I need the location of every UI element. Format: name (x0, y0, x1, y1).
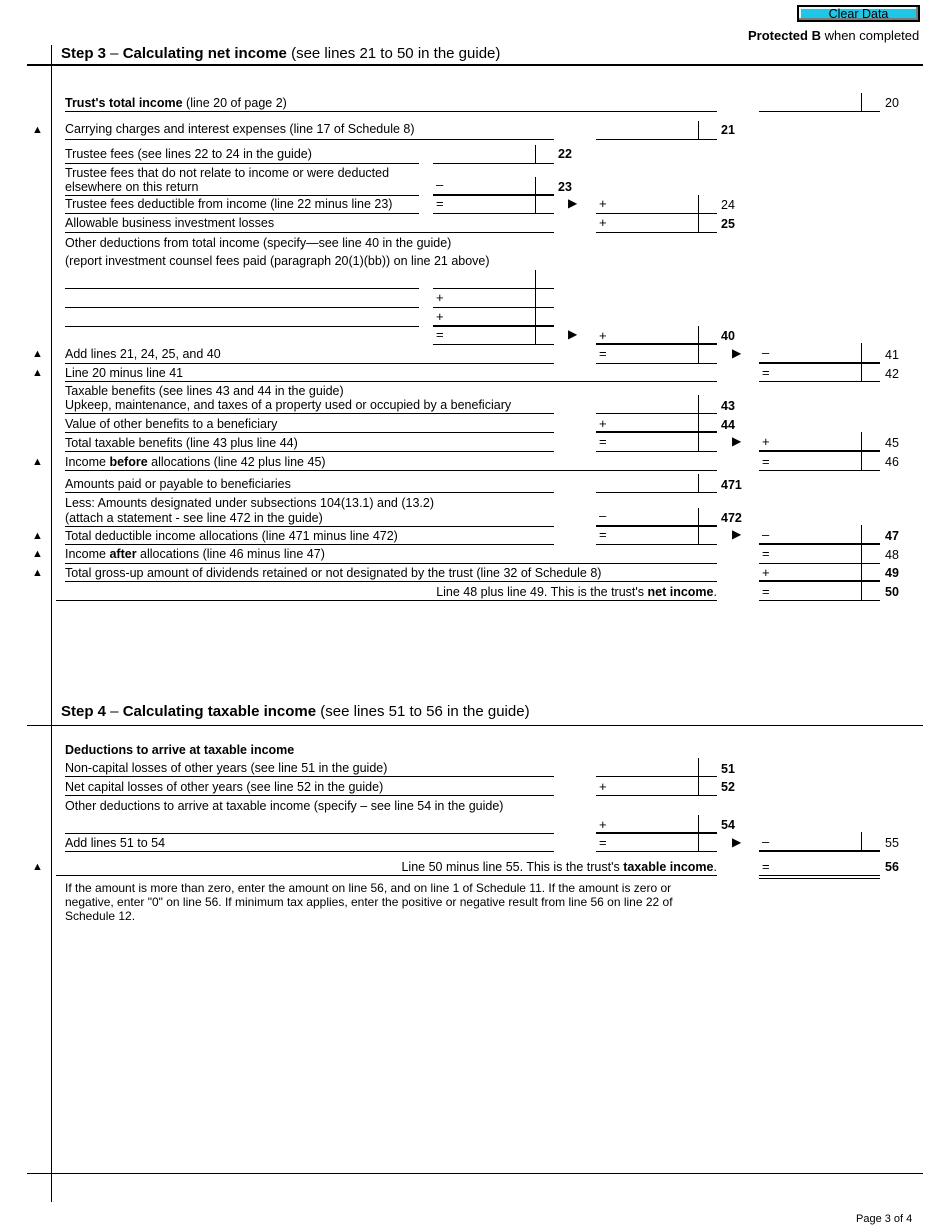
line-46-equals: = (762, 454, 770, 469)
line-45-field-sep (861, 432, 862, 450)
line-55-label: Add lines 51 to 54 (65, 836, 166, 850)
line-46-field[interactable] (773, 455, 860, 469)
step3-top-rule (27, 64, 923, 66)
line-56-marker-icon: ▲ (32, 861, 43, 873)
line-45-label: Total taxable benefits (line 43 plus line 44) (65, 436, 298, 450)
line-24-label: Trustee fees deductible from income (line 22 minus line 23) (65, 197, 393, 211)
line-47-marker-icon: ▲ (32, 530, 43, 542)
line-40-sub-rule (433, 344, 554, 345)
step3-title: Step 3 – Calculating net income (see lines 21 to 50 in the guide) (61, 45, 501, 62)
other-deduction-1-specify[interactable] (65, 273, 415, 287)
line-55-minus: – (762, 834, 770, 849)
line-43-field[interactable] (597, 398, 697, 412)
line-24-sub-rule (433, 213, 554, 214)
line-45-plus: + (762, 434, 770, 449)
line-40-number: 40 (721, 329, 735, 343)
line-44-field-sep (698, 414, 699, 432)
line-54-label: Other deductions to arrive at taxable income (specify – see line 54 in the guide) (65, 799, 504, 813)
line-52-field-rule (596, 795, 717, 796)
line-42-field-sep (861, 364, 862, 381)
line-42-field-rule (759, 381, 880, 382)
line-48-rule (65, 563, 717, 564)
line-55-sub-field[interactable] (610, 836, 697, 850)
line-21-rule (65, 139, 554, 140)
other-deduction-3-specify[interactable] (65, 311, 415, 325)
line-23-label-a: Trustee fees that do not relate to income or were deducted (65, 166, 390, 180)
line-471-label: Amounts paid or payable to beneficiaries (65, 477, 291, 491)
line-21-label: Carrying charges and interest expenses (line 17 of Schedule 8) (65, 122, 415, 136)
line-43-field-sep (698, 395, 699, 413)
line-55-number: 55 (885, 836, 899, 850)
other-deductions-label-a: Other deductions from total income (specify—see line 40 in the guide) (65, 236, 452, 250)
line-41-field-sep (861, 343, 862, 362)
line-55-equals: = (599, 835, 607, 850)
other-deductions-label-b: (report investment counsel fees paid (paragraph 20(1)(bb)) on line 21 above) (65, 254, 490, 268)
line-47-minus: – (762, 527, 770, 542)
line-44-field[interactable] (610, 417, 697, 431)
line-24-equals: = (436, 196, 444, 211)
other-deduction-3-plus: + (436, 309, 444, 324)
line-46-rule (65, 470, 717, 471)
line-472-field[interactable] (610, 510, 697, 524)
line-49-field[interactable] (773, 566, 860, 580)
line-21-field-rule (596, 139, 717, 140)
note-line-1: If the amount is more than zero, enter the amount on line 56, and on line 1 of Schedule 11. If the amount is zero or (65, 881, 672, 895)
line-24-field-sep (698, 195, 699, 213)
line-52-number: 52 (721, 780, 735, 794)
line-47-number: 47 (885, 529, 899, 543)
line-41-field[interactable] (773, 347, 860, 361)
line-24-arrow-icon: ▶ (568, 196, 578, 210)
line-41-marker-icon: ▲ (32, 348, 43, 360)
line-23-rule (65, 195, 419, 196)
line-24-sub-field[interactable] (446, 197, 534, 211)
line-49-field-sep (861, 564, 862, 581)
line-45-equals: = (599, 434, 607, 449)
line-51-rule (65, 776, 554, 777)
line-24-plus: + (599, 196, 607, 211)
footer-rule (27, 1173, 923, 1174)
line-56-field[interactable] (773, 860, 860, 874)
line-24-number: 24 (721, 198, 735, 212)
line-47-sub-rule (596, 544, 717, 545)
line-49-marker-icon: ▲ (32, 567, 43, 579)
line-47-label: Total deductible income allocations (line 471 minus line 472) (65, 529, 398, 543)
line-50-label: Line 48 plus line 49. This is the trust's net income. (436, 585, 717, 599)
line-25-plus: + (599, 215, 607, 230)
line-54-field-sep (698, 815, 699, 833)
line-50-number: 50 (885, 585, 899, 599)
line-471-field-sep (698, 474, 699, 492)
other-deduction-2-plus: + (436, 290, 444, 305)
deductions-heading: Deductions to arrive at taxable income (65, 743, 295, 757)
protected-b-label: Protected B when completed (748, 28, 920, 43)
line-472-field-sep (698, 508, 699, 526)
note-line-3: Schedule 12. (65, 909, 136, 923)
line-40-field[interactable] (610, 329, 697, 343)
line-40-arrow-icon: ▶ (568, 327, 578, 341)
line-47-field[interactable] (773, 529, 860, 543)
line-50-field[interactable] (773, 585, 860, 599)
line-56-number: 56 (885, 860, 899, 874)
line-46-label: Income before allocations (line 42 plus line 45) (65, 455, 326, 469)
line-23-minus: – (436, 177, 444, 192)
line-21-marker-icon: ▲ (32, 124, 43, 136)
line-50-field-rule (759, 600, 880, 601)
line-471-number: 471 (721, 478, 742, 492)
line-48-equals: = (762, 546, 770, 561)
line-471-rule (65, 492, 554, 493)
other-deduction-1-rule (65, 288, 419, 289)
line-47-sub-sep (698, 527, 699, 544)
line-51-number: 51 (721, 762, 735, 776)
line-56-field-rule-a (759, 875, 880, 876)
line-21-field[interactable] (597, 122, 697, 136)
line-20-rule (65, 111, 717, 112)
other-deduction-2-amount[interactable] (446, 292, 534, 306)
line-50-equals: = (762, 584, 770, 599)
line-50-field-sep (861, 582, 862, 600)
line-54-number: 54 (721, 818, 735, 832)
other-deduction-3-rule (65, 326, 419, 327)
line-472-label-a: Less: Amounts designated under subsections 104(13.1) and (13.2) (65, 496, 434, 510)
line-56-field-rule-b (759, 878, 880, 879)
line-24-rule (65, 213, 419, 214)
line-47-sub-field[interactable] (610, 529, 697, 543)
line-47-equals: = (599, 527, 607, 542)
line-41-sub-rule (596, 363, 717, 364)
line-23-field-sep (535, 177, 536, 195)
line-56-rule (56, 875, 717, 876)
line-48-field-sep (861, 545, 862, 563)
line-55-arrow-icon: ▶ (732, 835, 742, 849)
line-24-sub-sep (535, 195, 536, 213)
line-47-rule (65, 544, 554, 545)
line-44-label: Value of other benefits to a beneficiary (65, 417, 278, 431)
line-23-number: 23 (558, 180, 572, 194)
line-472-label-b: (attach a statement - see line 472 in the guide) (65, 511, 323, 525)
line-40-field-sep (698, 326, 699, 344)
line-472-minus: – (599, 508, 607, 523)
line-45-sub-sep (698, 433, 699, 451)
line-52-field-sep (698, 777, 699, 795)
line-52-label: Net capital losses of other years (see line 52 in the guide) (65, 780, 384, 794)
line-42-field[interactable] (773, 366, 860, 380)
line-47-field-sep (861, 525, 862, 543)
line-41-number: 41 (885, 348, 899, 362)
line-24-field[interactable] (610, 197, 697, 211)
other-deduction-3-amount-rule (433, 325, 554, 327)
other-deduction-1-amount[interactable] (434, 273, 534, 287)
line-42-number: 42 (885, 367, 899, 381)
line-21-field-sep (698, 121, 699, 139)
line-49-label: Total gross-up amount of dividends retained or not designated by the trust (line 32 of Schedule 8) (65, 566, 602, 580)
line-40-equals: = (436, 327, 444, 342)
line-25-number: 25 (721, 217, 735, 231)
line-472-rule (65, 526, 554, 527)
line-48-marker-icon: ▲ (32, 548, 43, 560)
line-43-label-b: Upkeep, maintenance, and taxes of a property used or occupied by a beneficiary (65, 398, 512, 412)
line-43-label-a: Taxable benefits (see lines 43 and 44 in the guide) (65, 384, 344, 398)
other-deduction-3-amount[interactable] (446, 311, 534, 325)
line-55-sub-sep (698, 834, 699, 851)
line-22-field-rule (433, 163, 554, 164)
line-22-field-sep (535, 145, 536, 163)
line-41-rule (65, 363, 554, 364)
line-54-field[interactable] (610, 818, 697, 832)
line-40-plus: + (599, 328, 607, 343)
line-55-field-rule (759, 850, 880, 852)
line-45-sub-rule (596, 451, 717, 452)
line-51-field[interactable] (597, 761, 697, 775)
line-44-rule (65, 432, 554, 433)
line-41-arrow-icon: ▶ (732, 346, 742, 360)
line-56-equals: = (762, 859, 770, 874)
line-44-plus: + (599, 416, 607, 431)
line-42-equals: = (762, 365, 770, 380)
line-43-number: 43 (721, 399, 735, 413)
other-deduction-2-rule (65, 307, 419, 308)
line-23-label-b: elsewhere on this return (65, 180, 199, 194)
step4-title: Step 4 – Calculating taxable income (see lines 51 to 56 in the guide) (61, 703, 530, 720)
other-deduction-2-specify[interactable] (65, 292, 415, 306)
step4-top-rule (27, 725, 923, 726)
line-42-rule (65, 381, 717, 382)
line-41-minus: – (762, 345, 770, 360)
line-25-field-sep (698, 214, 699, 232)
line-45-number: 45 (885, 436, 899, 450)
line-22-field[interactable] (434, 147, 534, 161)
line-45-field[interactable] (773, 436, 860, 450)
line-41-label: Add lines 21, 24, 25, and 40 (65, 347, 221, 361)
left-margin-rule (51, 45, 52, 1202)
line-25-field[interactable] (610, 216, 697, 230)
line-49-plus: + (762, 565, 770, 580)
line-51-field-sep (698, 758, 699, 776)
line-20-field-sep (861, 93, 862, 111)
line-20-label: Trust's total income (line 20 of page 2) (65, 96, 287, 110)
line-49-number: 49 (885, 566, 899, 580)
line-25-field-rule (596, 232, 717, 233)
line-22-rule (65, 163, 419, 164)
line-42-marker-icon: ▲ (32, 367, 43, 379)
line-46-marker-icon: ▲ (32, 456, 43, 468)
line-54-rule (65, 833, 554, 834)
line-49-rule (65, 581, 717, 582)
line-25-label: Allowable business investment losses (65, 216, 275, 230)
line-45-arrow-icon: ▶ (732, 434, 742, 448)
line-51-label: Non-capital losses of other years (see line 51 in the guide) (65, 761, 388, 775)
line-43-rule (65, 413, 554, 414)
line-471-field-rule (596, 492, 717, 493)
line-41-sub-field[interactable] (610, 347, 697, 361)
line-44-number: 44 (721, 418, 735, 432)
line-41-sub-sep (698, 345, 699, 363)
line-46-field-sep (861, 452, 862, 470)
line-20-field-rule (759, 111, 880, 112)
line-55-field[interactable] (773, 836, 860, 850)
line-54-specify[interactable] (65, 818, 550, 832)
line-55-field-sep (861, 832, 862, 850)
line-52-plus: + (599, 779, 607, 794)
line-22-label: Trustee fees (see lines 22 to 24 in the guide) (65, 147, 312, 161)
line-46-field-rule (759, 470, 880, 471)
line-48-field[interactable] (773, 547, 860, 561)
other-deduction-2-amount-rule (433, 307, 554, 308)
line-41-equals: = (599, 346, 607, 361)
line-471-field[interactable] (597, 477, 697, 491)
line-52-rule (65, 795, 554, 796)
line-40-sub-field[interactable] (446, 329, 534, 343)
line-54-plus: + (599, 817, 607, 832)
line-45-sub-field[interactable] (610, 436, 697, 450)
line-48-label: Income after allocations (line 46 minus line 47) (65, 547, 325, 561)
line-25-rule (65, 232, 554, 233)
line-55-rule (65, 851, 554, 852)
line-45-rule (65, 451, 554, 452)
line-50-rule (56, 600, 717, 601)
page-number: Page 3 of 4 (856, 1213, 913, 1225)
line-42-label: Line 20 minus line 41 (65, 366, 184, 380)
note-line-2: negative, enter "0" on line 56. If minimum tax applies, enter the positive or negative result from line 56 on line 22 of (65, 895, 673, 909)
line-55-sub-rule (596, 851, 717, 852)
clear-data-button[interactable]: Clear Data (797, 5, 920, 22)
line-23-field[interactable] (446, 179, 534, 193)
line-20-field[interactable] (760, 95, 860, 109)
line-52-field[interactable] (610, 780, 697, 794)
line-56-label: Line 50 minus line 55. This is the trust's taxable income. (401, 860, 717, 874)
line-472-number: 472 (721, 511, 742, 525)
line-22-number: 22 (558, 147, 572, 161)
line-46-number: 46 (885, 455, 899, 469)
line-47-arrow-icon: ▶ (732, 527, 742, 541)
line-21-number: 21 (721, 123, 735, 137)
line-48-number: 48 (885, 548, 899, 562)
line-20-number: 20 (885, 96, 899, 110)
